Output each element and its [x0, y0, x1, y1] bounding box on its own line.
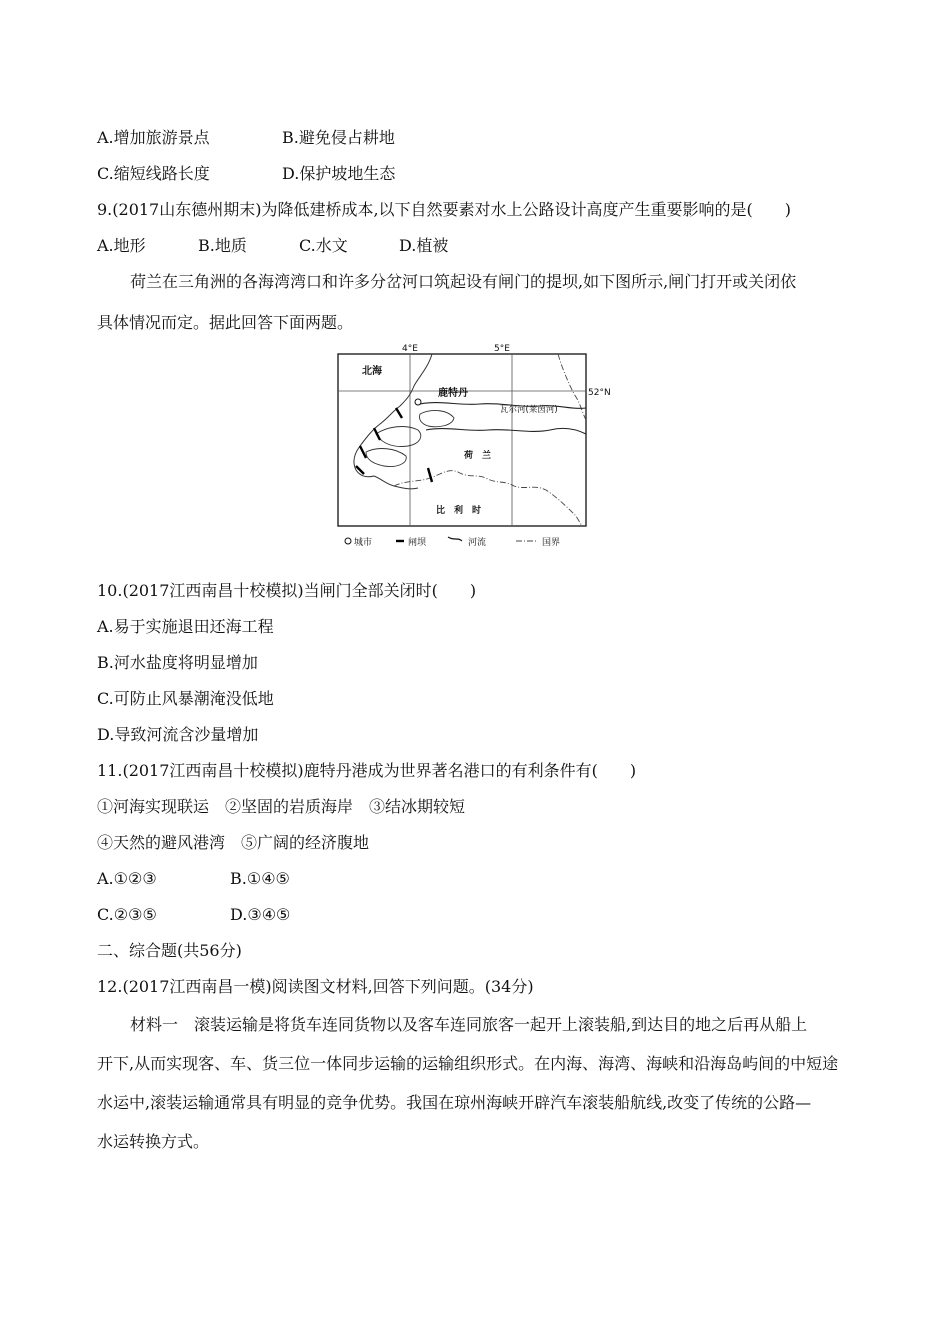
q10-option-b: B.河水盐度将明显增加: [97, 653, 258, 672]
q9-option-a: A.地形: [97, 236, 146, 255]
netherlands-delta-map: [336, 338, 626, 556]
legend-city-symbol: [345, 538, 351, 544]
lon-label-4e: 4°E: [402, 344, 418, 354]
delta-island-2: [366, 449, 406, 467]
label-north-sea: 北海: [362, 366, 382, 377]
delta-island-3: [419, 411, 454, 427]
q8-option-b: B.避免侵占耕地: [282, 128, 395, 147]
dam-3: [356, 466, 364, 474]
q8-option-d: D.保护坡地生态: [282, 164, 396, 183]
q11-items-line-1: ①河海实现联运 ②坚固的岩质海岸 ③结冰期较短: [97, 797, 466, 816]
dam-5: [396, 408, 402, 418]
q11-option-a: A.①②③: [97, 869, 157, 888]
q9-option-b: B.地质: [198, 236, 247, 255]
city-rotterdam-marker: [415, 399, 421, 405]
q10-option-a: A.易于实施退田还海工程: [97, 617, 274, 636]
lon-label-5e: 5°E: [494, 344, 510, 354]
dam-2: [360, 446, 366, 458]
q8-option-c: C.缩短线路长度: [97, 164, 210, 183]
river-maas: [426, 428, 586, 434]
legend-river-label: 河流: [468, 538, 487, 548]
dam-1: [374, 428, 380, 440]
dam-4: [428, 468, 432, 482]
q12-material-line-1: 材料一 滚装运输是将货车连同货物以及客车连同旅客一起开上滚装船,到达目的地之后再从船上: [130, 1015, 808, 1034]
label-belgium: 比 利 时: [436, 506, 482, 516]
q9-stem: 9.(2017山东德州期末)为降低建桥成本,以下自然要素对水上公路设计高度产生重要影响的是( ): [97, 200, 792, 219]
delta-island-1: [376, 427, 421, 447]
label-netherlands: 荷 兰: [464, 451, 492, 461]
q12-stem: 12.(2017江西南昌一模)阅读图文材料,回答下列问题。(34分): [97, 977, 534, 996]
q11-stem: 11.(2017江西南昌十校模拟)鹿特丹港成为世界著名港口的有利条件有( ): [97, 761, 637, 780]
q9-option-d: D.植被: [399, 236, 449, 255]
label-rotterdam: 鹿特丹: [438, 388, 468, 399]
q12-material-line-4: 水运转换方式。: [97, 1132, 210, 1151]
q10-option-c: C.可防止风暴潮淹没低地: [97, 689, 274, 708]
legend-city-label: 城市: [354, 538, 373, 548]
q10-option-d: D.导致河流含沙量增加: [97, 725, 259, 744]
q12-material-line-2: 开下,从而实现客、车、货三位一体同步运输的运输组织形式。在内海、海湾、海峡和沿海岛屿间的中短途: [97, 1054, 839, 1073]
section-2-heading: 二、综合题(共56分): [97, 941, 242, 960]
q8-option-a: A.增加旅游景点: [97, 128, 210, 147]
border-belgium: [394, 471, 582, 526]
q12-material-line-3: 水运中,滚装运输通常具有明显的竞争优势。我国在琼州海峡开辟汽车滚装船航线,改变了传统的公路—: [97, 1093, 812, 1112]
passage-line-2: 具体情况而定。据此回答下面两题。: [97, 313, 354, 332]
border-germany: [558, 354, 586, 420]
passage-line-1: 荷兰在三角洲的各海湾湾口和许多分岔河口筑起设有闸门的提坝,如下图所示,闸门打开或关闭依: [130, 272, 797, 291]
map-frame: [338, 354, 586, 526]
label-waal-river: 瓦尔河(莱茵河): [500, 405, 558, 415]
q11-option-c: C.②③⑤: [97, 905, 157, 924]
legend-river-symbol: [448, 537, 462, 541]
q9-option-c: C.水文: [299, 236, 348, 255]
lat-label-52n: 52°N: [588, 388, 611, 398]
q11-option-b: B.①④⑤: [230, 869, 290, 888]
q11-items-line-2: ④天然的避风港湾 ⑤广阔的经济腹地: [97, 833, 370, 852]
q10-stem: 10.(2017江西南昌十校模拟)当闸门全部关闭时( ): [97, 581, 477, 600]
legend-dam-label: 闸坝: [408, 538, 427, 548]
legend-border-label: 国界: [542, 538, 561, 548]
q11-option-d: D.③④⑤: [230, 905, 291, 924]
